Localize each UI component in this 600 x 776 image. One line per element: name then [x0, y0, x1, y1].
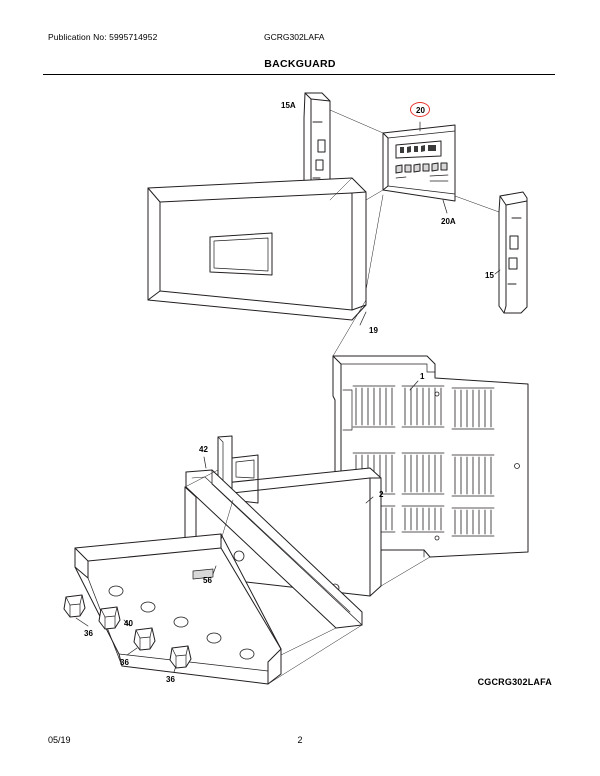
callout-36-c: 36 [166, 675, 175, 684]
diagram-code: CGCRG302LAFA [477, 677, 552, 687]
callout-15a: 15A [281, 101, 296, 110]
callout-56: 56 [203, 576, 212, 585]
callout-20: 20 [416, 106, 425, 115]
page-title: BACKGUARD [264, 58, 336, 70]
callout-36-a: 36 [84, 629, 93, 638]
part-15-right-bracket [499, 192, 527, 313]
callout-1: 1 [420, 372, 425, 381]
callout-36-b: 36 [120, 658, 129, 667]
part-36-knob-b [134, 628, 155, 650]
part-40-knob-ring [99, 607, 120, 629]
callout-2: 2 [379, 490, 384, 499]
callout-15: 15 [485, 271, 494, 280]
publication-number: Publication No: 5995714952 [48, 32, 158, 42]
callout-40: 40 [124, 619, 133, 628]
callout-42: 42 [199, 445, 208, 454]
part-36-knob-a [64, 595, 85, 617]
part-19-backguard-panel [148, 178, 366, 320]
footer-date: 05/19 [48, 735, 71, 745]
part-20-control-board [383, 125, 455, 201]
callout-19: 19 [369, 326, 378, 335]
callout-20a: 20A [441, 217, 456, 226]
footer-page-number: 2 [297, 735, 303, 745]
model-number: GCRG302LAFA [264, 32, 325, 42]
part-36-knob-c [170, 646, 191, 668]
